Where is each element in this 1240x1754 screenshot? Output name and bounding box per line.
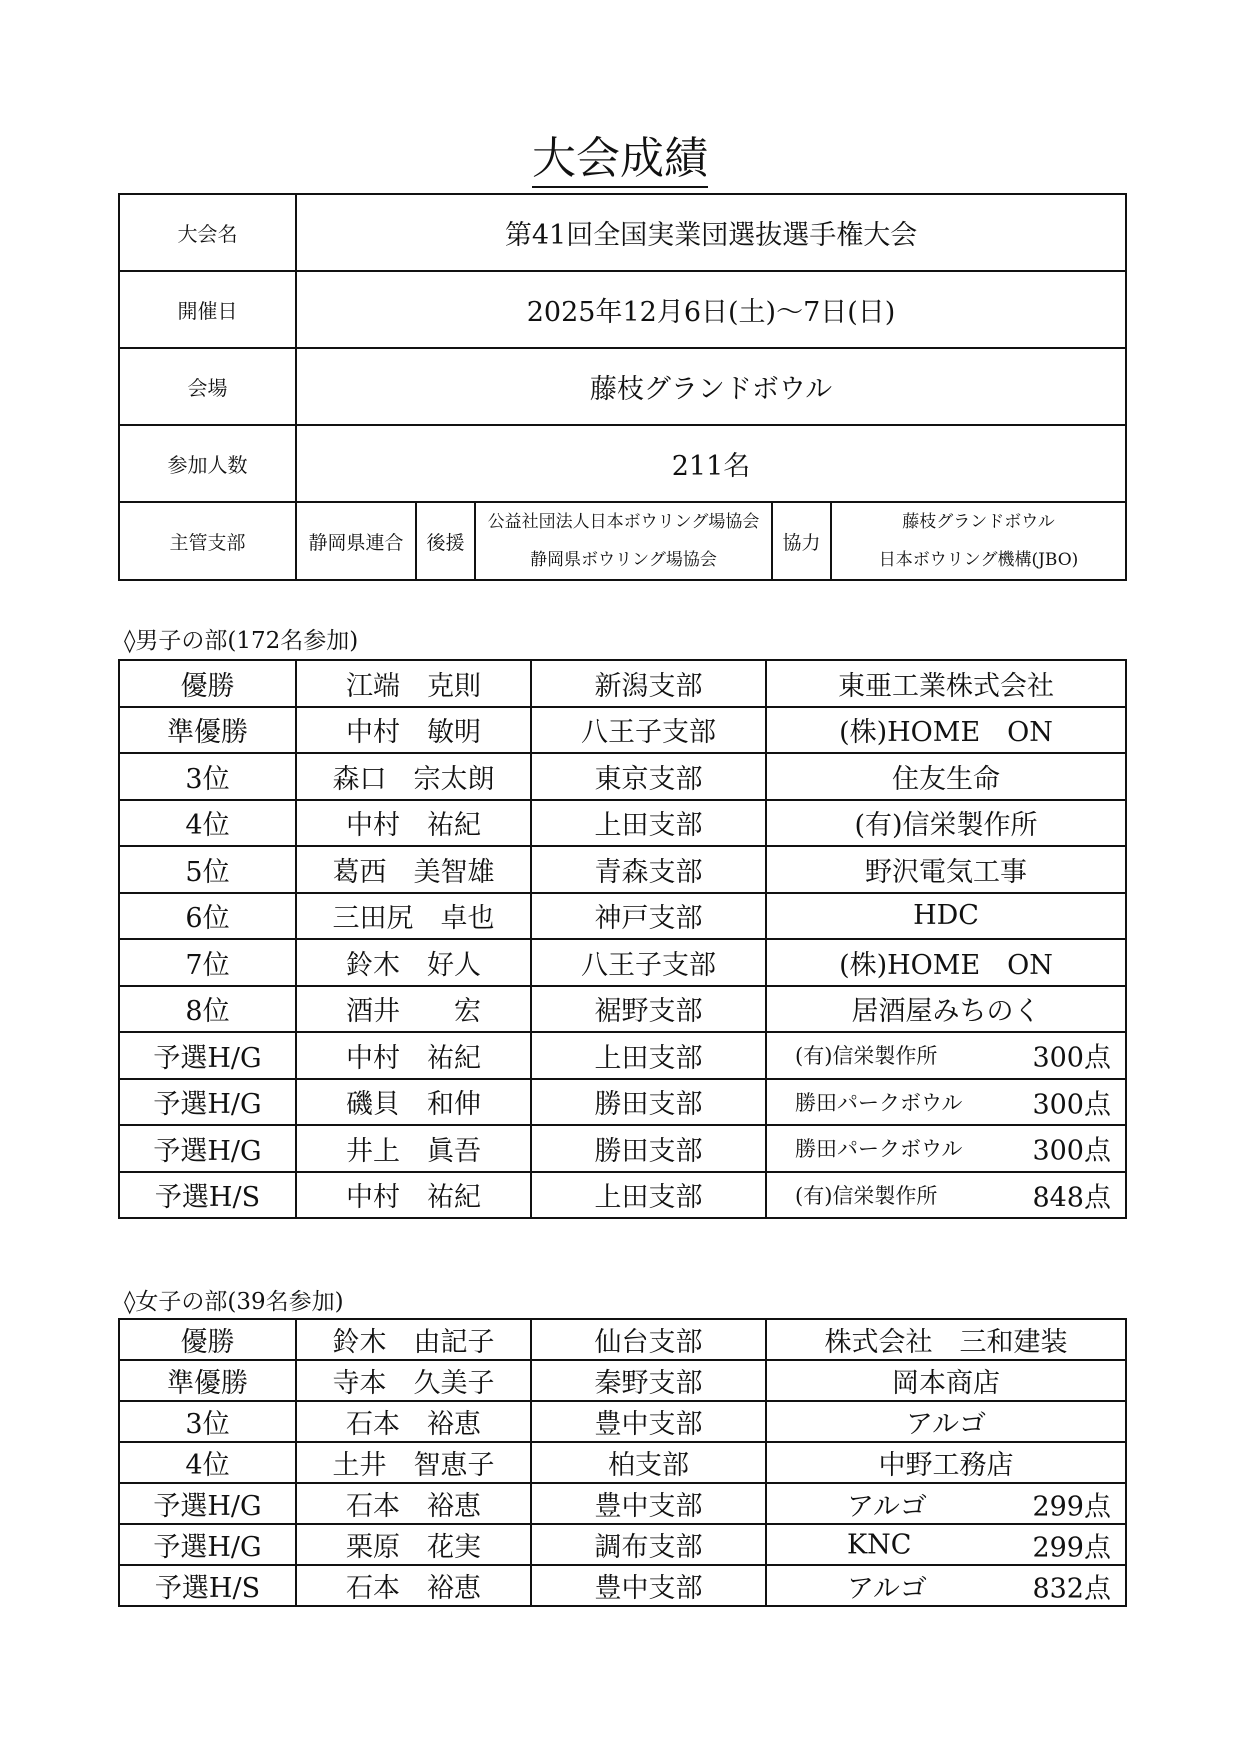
rank-cell: 予選H/G xyxy=(119,1483,296,1524)
table-row xyxy=(119,707,1126,754)
date-label: 開催日 xyxy=(119,271,296,348)
rank-cell: 8位 xyxy=(119,986,296,1033)
organization-row xyxy=(119,502,1126,580)
participants-label: 参加人数 xyxy=(119,425,296,502)
name-cell: 鈴木 好人 xyxy=(296,939,531,986)
company-score-cell xyxy=(766,1172,1126,1219)
company-score-cell xyxy=(766,1483,1126,1524)
branch-cell: 青森支部 xyxy=(531,846,766,893)
table-row xyxy=(119,1319,1126,1360)
table-row xyxy=(119,939,1126,986)
host-value: 静岡県連合 xyxy=(296,502,416,580)
company-score-cell xyxy=(766,1125,1126,1172)
rank-cell: 予選H/S xyxy=(119,1565,296,1606)
branch-cell: 勝田支部 xyxy=(531,1079,766,1126)
name-cell: 土井 智恵子 xyxy=(296,1442,531,1483)
name-cell: 石本 裕恵 xyxy=(296,1401,531,1442)
company-cell: 居酒屋みちのく xyxy=(766,986,1126,1033)
rank-cell: 4位 xyxy=(119,1442,296,1483)
name-cell: 森口 宗太朗 xyxy=(296,753,531,800)
company-score-cell xyxy=(766,1032,1126,1079)
branch-cell: 柏支部 xyxy=(531,1442,766,1483)
rank-cell: 予選H/G xyxy=(119,1079,296,1126)
branch-cell: 上田支部 xyxy=(531,1032,766,1079)
tournament-value: 第41回全国実業団選抜選手権大会 xyxy=(296,194,1126,271)
rank-cell: 優勝 xyxy=(119,660,296,707)
name-cell: 井上 眞吾 xyxy=(296,1125,531,1172)
name-cell: 中村 敏明 xyxy=(296,707,531,754)
name-cell: 石本 裕恵 xyxy=(296,1565,531,1606)
support-value xyxy=(475,502,772,580)
score-value: 299点 xyxy=(1032,1491,1111,1522)
coop-label: 協力 xyxy=(772,502,831,580)
women-section-heading: ◊女子の部(39名参加) xyxy=(124,1289,344,1315)
participants-row xyxy=(119,425,1126,502)
branch-cell: 上田支部 xyxy=(531,800,766,847)
company-name: 勝田パークボウル xyxy=(795,1137,963,1162)
rank-cell: 7位 xyxy=(119,939,296,986)
company-name: 勝田パークボウル xyxy=(795,1090,963,1115)
men-section-heading: ◊男子の部(172名参加) xyxy=(124,628,359,654)
table-row xyxy=(119,986,1126,1033)
name-cell: 磯貝 和伸 xyxy=(296,1079,531,1126)
company-name: アルゴ xyxy=(847,1573,927,1604)
company-cell: 住友生命 xyxy=(766,753,1126,800)
table-row xyxy=(119,800,1126,847)
branch-cell: 神戸支部 xyxy=(531,893,766,940)
name-cell: 中村 祐紀 xyxy=(296,1032,531,1079)
name-cell: 江端 克則 xyxy=(296,660,531,707)
branch-cell: 仙台支部 xyxy=(531,1319,766,1360)
name-cell: 石本 裕恵 xyxy=(296,1483,531,1524)
venue-label: 会場 xyxy=(119,348,296,425)
coop-value-1: 藤枝グランドボウル xyxy=(902,512,1055,532)
company-cell: (株)HOME ON xyxy=(766,707,1126,754)
branch-cell: 豊中支部 xyxy=(531,1565,766,1606)
score-value: 300点 xyxy=(1032,1042,1111,1074)
branch-cell: 豊中支部 xyxy=(531,1401,766,1442)
date-value: 2025年12月6日(土)～7日(日) xyxy=(296,271,1126,348)
rank-cell: 6位 xyxy=(119,893,296,940)
name-cell: 中村 祐紀 xyxy=(296,800,531,847)
company-cell: 株式会社 三和建装 xyxy=(766,1319,1126,1360)
coop-value-2: 日本ボウリング機構(JBO) xyxy=(878,550,1079,570)
tournament-info-table xyxy=(118,193,1127,581)
company-name: アルゴ xyxy=(847,1491,927,1522)
score-value: 300点 xyxy=(1032,1135,1111,1167)
table-row xyxy=(119,1524,1126,1565)
support-value-1: 公益社団法人日本ボウリング場協会 xyxy=(487,512,760,532)
company-cell: 中野工務店 xyxy=(766,1442,1126,1483)
company-name: KNC xyxy=(847,1529,912,1560)
branch-cell: 調布支部 xyxy=(531,1524,766,1565)
rank-cell: 優勝 xyxy=(119,1319,296,1360)
rank-cell: 準優勝 xyxy=(119,1360,296,1401)
score-value: 300点 xyxy=(1032,1089,1111,1121)
company-score-cell xyxy=(766,1524,1126,1565)
coop-value xyxy=(831,502,1126,580)
branch-cell: 東京支部 xyxy=(531,753,766,800)
name-cell: 鈴木 由記子 xyxy=(296,1319,531,1360)
rank-cell: 3位 xyxy=(119,1401,296,1442)
table-row xyxy=(119,1401,1126,1442)
company-cell: HDC xyxy=(766,893,1126,940)
support-value-2: 静岡県ボウリング場協会 xyxy=(530,550,717,570)
table-row xyxy=(119,753,1126,800)
page-title xyxy=(0,122,1240,186)
name-cell: 栗原 花実 xyxy=(296,1524,531,1565)
name-cell: 三田尻 卓也 xyxy=(296,893,531,940)
branch-cell: 八王子支部 xyxy=(531,939,766,986)
name-cell: 寺本 久美子 xyxy=(296,1360,531,1401)
rank-cell: 5位 xyxy=(119,846,296,893)
support-label: 後援 xyxy=(416,502,475,580)
name-cell: 葛西 美智雄 xyxy=(296,846,531,893)
company-score-cell xyxy=(766,1565,1126,1606)
table-row xyxy=(119,893,1126,940)
table-row xyxy=(119,1079,1126,1126)
table-row xyxy=(119,846,1126,893)
branch-cell: 八王子支部 xyxy=(531,707,766,754)
company-cell: 東亜工業株式会社 xyxy=(766,660,1126,707)
tournament-label: 大会名 xyxy=(119,194,296,271)
men-results-table xyxy=(118,659,1127,1219)
company-name: (有)信栄製作所 xyxy=(795,1183,938,1208)
name-cell: 中村 祐紀 xyxy=(296,1172,531,1219)
score-value: 832点 xyxy=(1032,1573,1111,1604)
table-row xyxy=(119,1483,1126,1524)
rank-cell: 3位 xyxy=(119,753,296,800)
host-label: 主管支部 xyxy=(119,502,296,580)
branch-cell: 裾野支部 xyxy=(531,986,766,1033)
branch-cell: 豊中支部 xyxy=(531,1483,766,1524)
venue-value: 藤枝グランドボウル xyxy=(296,348,1126,425)
score-value: 848点 xyxy=(1032,1182,1111,1214)
table-row xyxy=(119,1125,1126,1172)
venue-row xyxy=(119,348,1126,425)
company-name: (有)信栄製作所 xyxy=(795,1044,938,1069)
page-title-text: 大会成績 xyxy=(532,133,708,188)
table-row xyxy=(119,660,1126,707)
company-score-cell xyxy=(766,1079,1126,1126)
women-results-table xyxy=(118,1318,1127,1607)
rank-cell: 予選H/G xyxy=(119,1524,296,1565)
table-row xyxy=(119,1172,1126,1219)
rank-cell: 予選H/S xyxy=(119,1172,296,1219)
company-cell: アルゴ xyxy=(766,1401,1126,1442)
table-row xyxy=(119,1442,1126,1483)
table-row xyxy=(119,1032,1126,1079)
company-cell: (有)信栄製作所 xyxy=(766,800,1126,847)
rank-cell: 予選H/G xyxy=(119,1032,296,1079)
company-cell: (株)HOME ON xyxy=(766,939,1126,986)
score-value: 299点 xyxy=(1032,1532,1111,1563)
participants-value: 211名 xyxy=(296,425,1126,502)
rank-cell: 準優勝 xyxy=(119,707,296,754)
rank-cell: 4位 xyxy=(119,800,296,847)
table-row xyxy=(119,1360,1126,1401)
tournament-row xyxy=(119,194,1126,271)
rank-cell: 予選H/G xyxy=(119,1125,296,1172)
branch-cell: 上田支部 xyxy=(531,1172,766,1219)
company-cell: 野沢電気工事 xyxy=(766,846,1126,893)
company-cell: 岡本商店 xyxy=(766,1360,1126,1401)
branch-cell: 新潟支部 xyxy=(531,660,766,707)
date-row xyxy=(119,271,1126,348)
name-cell: 酒井 宏 xyxy=(296,986,531,1033)
branch-cell: 秦野支部 xyxy=(531,1360,766,1401)
branch-cell: 勝田支部 xyxy=(531,1125,766,1172)
table-row xyxy=(119,1565,1126,1606)
